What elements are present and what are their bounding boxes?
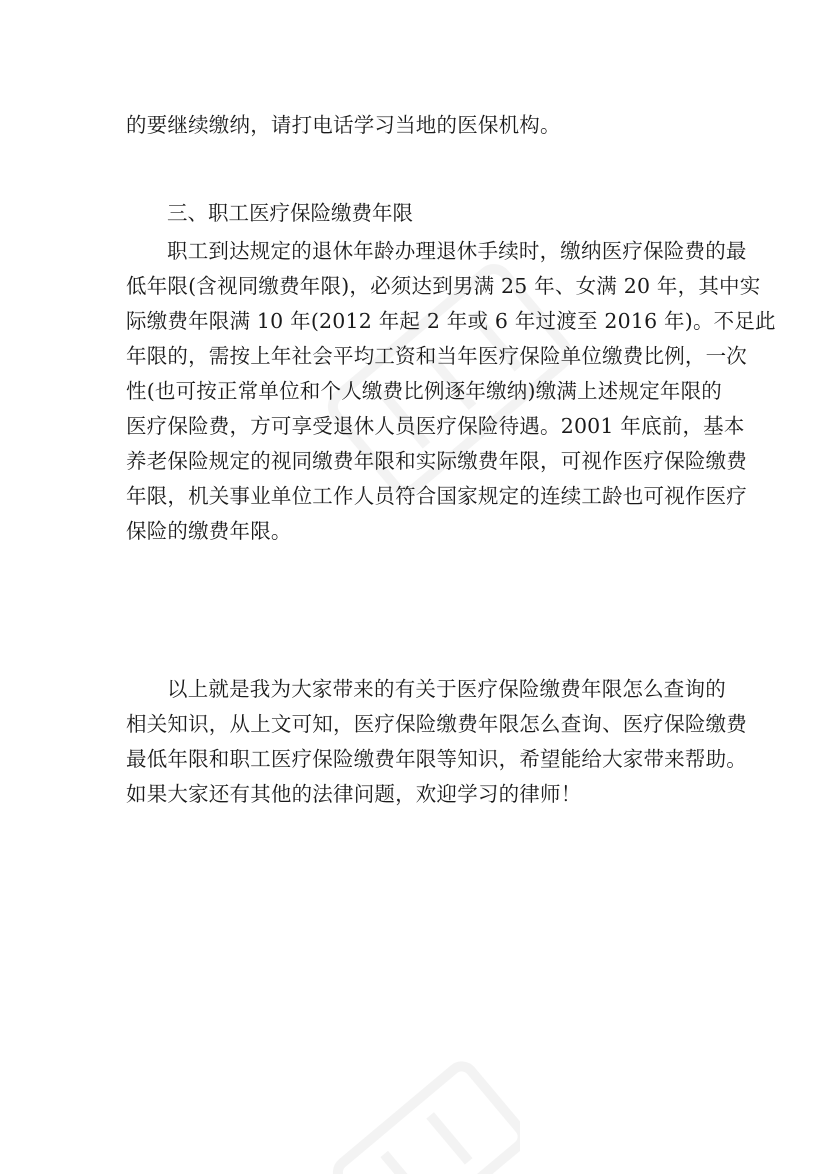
watermark-icon xyxy=(320,1050,520,1174)
paragraph-line: 如果大家还有其他的法律问题，欢迎学习的律师！ xyxy=(126,782,582,806)
section-paragraph xyxy=(126,234,776,549)
paragraph-line: 职工到达规定的退休年龄办理退休手续时，缴纳医疗保险费的最 xyxy=(167,239,747,263)
paragraph-line: 以上就是我为大家带来的有关于医疗保险缴费年限怎么查询的 xyxy=(167,677,726,701)
intro-line: 的要继续缴纳，请打电话学习当地的医保机构。 xyxy=(126,113,561,137)
paragraph-line: 际缴费年限满 10 年(2012 年起 2 年或 6 年过渡至 2016 年)。不足此 xyxy=(126,309,776,333)
paragraph-line: 低年限(含视同缴费年限)，必须达到男满 25 年、女满 20 年，其中实 xyxy=(126,274,761,298)
paragraph-line: 性(也可按正常单位和个人缴费比例逐年缴纳)缴满上述规定年限的 xyxy=(126,379,722,403)
paragraph-line: 养老保险规定的视同缴费年限和实际缴费年限，可视作医疗保险缴费 xyxy=(126,449,747,473)
paragraph-line: 年限，机关事业单位工作人员符合国家规定的连续工龄也可视作医疗 xyxy=(126,484,747,508)
section-heading: 三、职工医疗保险缴费年限 xyxy=(167,201,413,225)
paragraph-line: 年限的，需按上年社会平均工资和当年医疗保险单位缴费比例，一次 xyxy=(126,344,747,368)
paragraph-line: 保险的缴费年限。 xyxy=(126,519,292,543)
closing-paragraph xyxy=(126,672,747,812)
intro-text xyxy=(126,108,718,143)
paragraph-line: 最低年限和职工医疗保险缴费年限等知识，希望能给大家带来帮助。 xyxy=(126,747,747,771)
paragraph-line: 相关知识，从上文可知，医疗保险缴费年限怎么查询、医疗保险缴费 xyxy=(126,712,747,736)
paragraph-line: 医疗保险费，方可享受退休人员医疗保险待遇。2001 年底前，基本 xyxy=(126,414,745,438)
